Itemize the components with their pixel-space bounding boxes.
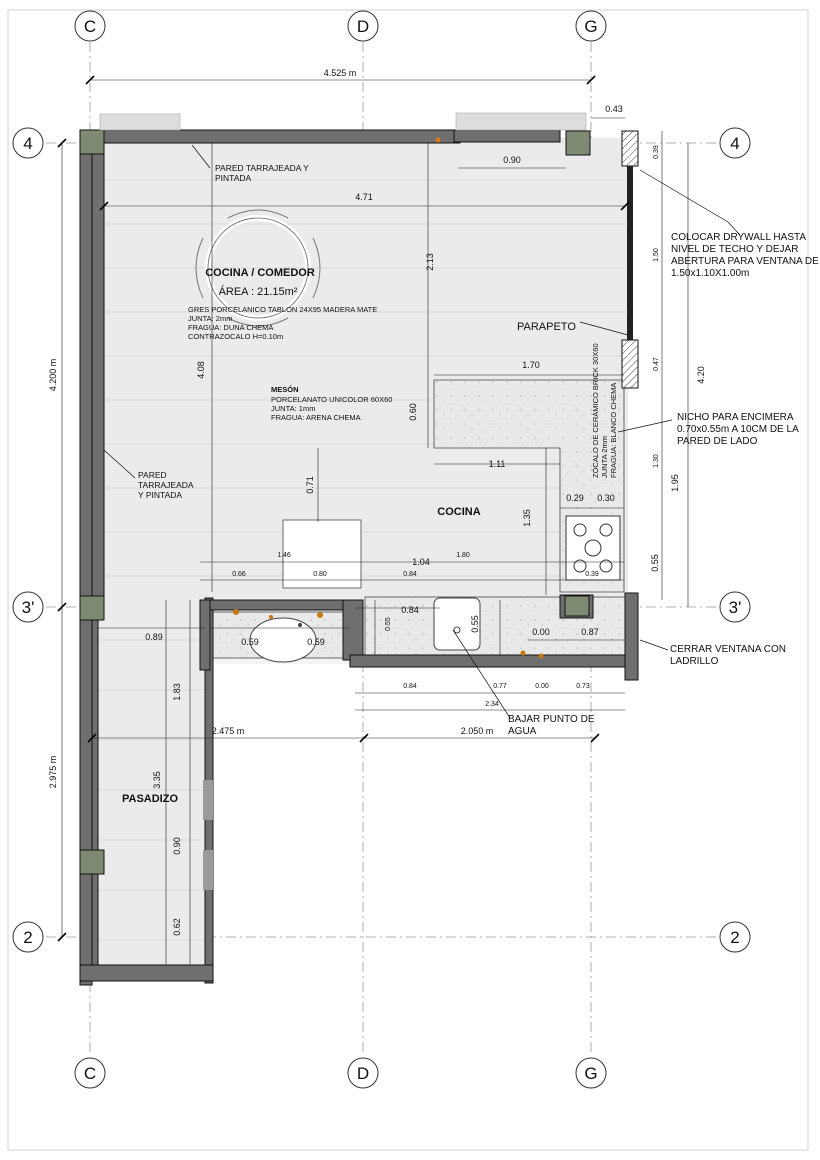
note-bajar-2: AGUA (508, 726, 537, 737)
dim-top-total: 4.525 m (323, 68, 357, 78)
dim-180: 1.80 (456, 552, 470, 559)
note-pared-top-2: PINTADA (215, 173, 252, 183)
svg-text:D: D (356, 17, 370, 36)
note-zocalo: ZÓCALO DE CERÁMICO BRICK 30X60 (591, 343, 600, 478)
bath-sink (250, 618, 316, 662)
note-nicho-2: 0.70x0.55m A 10CM DE LA (677, 424, 799, 435)
note-cerrar: CERRAR VENTANA CON (670, 644, 786, 655)
dim-060: 0.60 (408, 403, 418, 421)
note-drywall-3: ABERTURA PARA VENTANA DE (671, 256, 819, 267)
dim-right-047: 0.47 (653, 357, 660, 371)
room-spec-1: GRES PORCELANICO TABLON 24X95 MADERA MATE (188, 305, 378, 314)
room-spec-4: CONTRAZOCALO H=0.10m (188, 332, 284, 341)
svg-text:G: G (584, 1064, 598, 1083)
dim-left-4200: 4.200 m (48, 358, 58, 392)
grid-bubble-3p-right (720, 592, 750, 622)
dim-090: 0.90 (172, 837, 182, 855)
dim-right-195: 1.95 (670, 474, 680, 492)
note-pared-left-2: TARRAJEADA (138, 480, 194, 490)
room-spec-3: FRAGUA: DUNA CHEMA (188, 323, 274, 332)
dim-b-2050: 2.050 m (460, 726, 494, 736)
grid-bubble-d-bottom (348, 1058, 378, 1088)
svg-text:3': 3' (728, 598, 742, 617)
dim-111: 1.11 (488, 459, 506, 469)
dim-135: 1.35 (522, 509, 532, 527)
dim-084a: 0.84 (403, 571, 417, 578)
dim-080: 0.80 (313, 571, 327, 578)
svg-text:D: D (356, 1064, 370, 1083)
dim-170: 1.70 (522, 360, 540, 370)
dim-b-073: 0.73 (576, 683, 590, 690)
grid-bubble-c-top (75, 11, 105, 41)
dim-b-077: 0.77 (493, 683, 507, 690)
dim-408: 4.08 (196, 361, 206, 379)
dim-039: 0.39 (585, 571, 599, 578)
grid-bubble-4-left (13, 128, 43, 158)
dim-104: 1.04 (412, 557, 430, 567)
dim-b-2475: 2.475 m (211, 726, 245, 736)
dim-055a: 0.55 (385, 617, 392, 631)
svg-text:2: 2 (730, 928, 740, 947)
meson-spec-2: JUNTA: 1mm (271, 404, 316, 413)
grid-bubble-4-right (720, 128, 750, 158)
svg-text:C: C (83, 17, 97, 36)
grid-bubble-c-bottom (75, 1058, 105, 1088)
dim-213: 2.13 (425, 253, 435, 271)
dim-right-150: 1.50 (653, 248, 660, 262)
dim-059b: 0.59 (307, 637, 325, 647)
svg-text:4: 4 (730, 134, 740, 153)
dim-062: 0.62 (172, 918, 182, 936)
meson-spec-3: FRAGUA: ARENA CHEMA (271, 413, 361, 422)
dim-right-420: 4.20 (696, 366, 706, 384)
note-pared-left: PARED (138, 470, 167, 480)
note-parapeto: PARAPETO (517, 321, 576, 333)
dim-029: 0.29 (566, 493, 584, 503)
dim-inner-width: 4.71 (355, 192, 373, 202)
dim-183: 1.83 (172, 683, 182, 701)
note-pared-top: PARED TARRAJEADA Y (215, 163, 309, 173)
dim-087: 0.87 (581, 627, 599, 637)
note-drywall: COLOCAR DRYWALL HASTA (671, 232, 807, 243)
note-pared-left-3: Y PINTADA (138, 490, 183, 500)
meson-spec-1: PORCELANATO UNICOLOR 60X60 (271, 395, 393, 404)
dim-right-039: 0.39 (653, 145, 660, 159)
dim-055b: 0.55 (470, 615, 480, 633)
note-zocalo-2: JUNTA 2mm (600, 436, 609, 478)
grid-bubble-2-right (720, 922, 750, 952)
note-nicho: NICHO PARA ENCIMERA (677, 412, 794, 423)
note-zocalo-3: FRAGUA: BLANCO CHEMA (609, 382, 618, 478)
room-spec-2: JUNTA: 2mm (188, 314, 233, 323)
dim-059a: 0.59 (241, 637, 259, 647)
dim-b-234: 2.34 (485, 701, 499, 708)
room-title-cocina-comedor: COCINA / COMEDOR (205, 267, 315, 279)
dim-066: 0.66 (232, 571, 246, 578)
dim-000a: 0.00 (532, 627, 550, 637)
note-drywall-2: NIVEL DE TECHO Y DEJAR (671, 244, 799, 255)
svg-text:2: 2 (23, 928, 33, 947)
grid-bubble-3p-left (13, 592, 43, 622)
room-title-cocina: COCINA (437, 506, 481, 518)
dim-opening: 0.90 (503, 155, 521, 165)
note-cerrar-2: LADRILLO (670, 656, 719, 667)
room-area: ÁREA : 21.15m² (218, 286, 298, 298)
dim-b-084: 0.84 (403, 683, 417, 690)
dim-right-130: 1.30 (653, 454, 660, 468)
dim-right-055: 0.55 (650, 554, 660, 572)
dim-030: 0.30 (597, 493, 615, 503)
grid-bubble-g-bottom (576, 1058, 606, 1088)
dim-146: 1.46 (277, 552, 291, 559)
dim-left-2975: 2.975 m (48, 755, 58, 789)
note-nicho-3: PARED DE LADO (677, 436, 758, 447)
dim-top-small: 0.43 (605, 104, 623, 114)
svg-text:3': 3' (21, 598, 35, 617)
grid-bubble-2-left (13, 922, 43, 952)
dim-089: 0.89 (145, 632, 163, 642)
svg-text:G: G (584, 17, 598, 36)
note-bajar: BAJAR PUNTO DE (508, 714, 595, 725)
dim-335: 3.35 (152, 771, 162, 789)
svg-text:4: 4 (23, 134, 33, 153)
grid-bubble-d-top (348, 11, 378, 41)
dim-071: 0.71 (305, 476, 315, 494)
room-title-pasadizo: PASADIZO (121, 793, 179, 805)
meson-title: MESÓN (271, 385, 299, 394)
note-drywall-4: 1.50x1.10X1.00m (671, 268, 750, 279)
grid-bubble-g-top (576, 11, 606, 41)
dim-084b: 0.84 (401, 605, 419, 615)
dim-b-000: 0.00 (535, 683, 549, 690)
svg-text:C: C (83, 1064, 97, 1083)
